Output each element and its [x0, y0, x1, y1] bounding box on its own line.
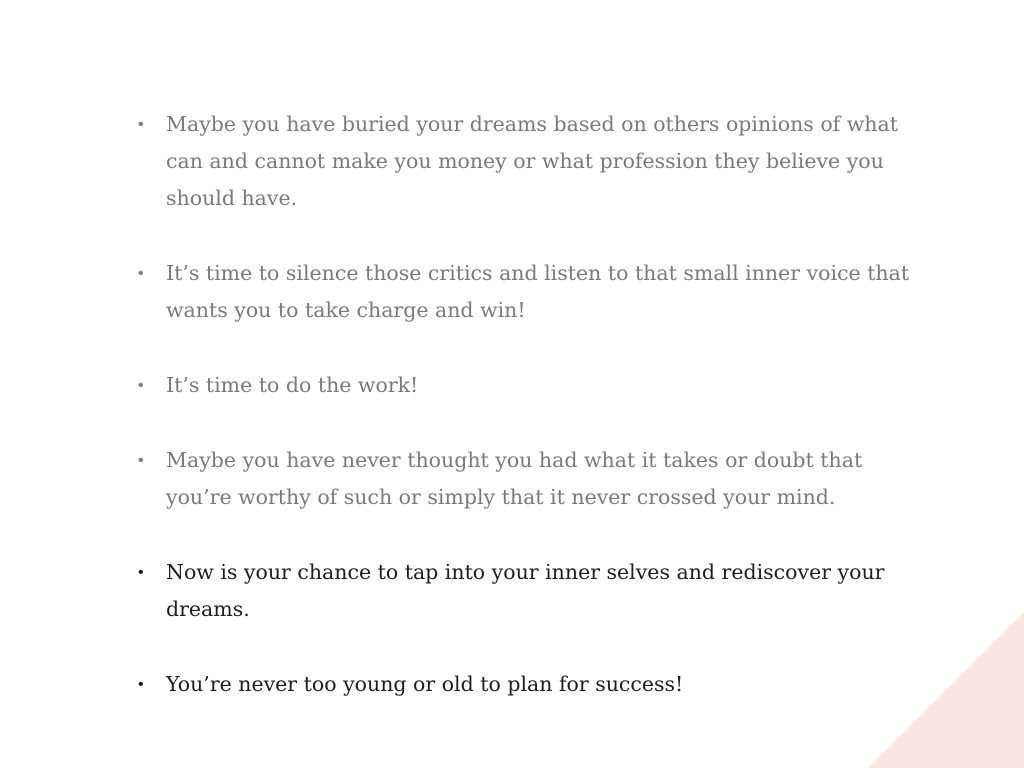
- bullet-item-buried-dreams: [138, 106, 918, 217]
- bullet-text: It’s time to do the work!: [166, 373, 419, 397]
- bullet-dot-icon: •: [138, 676, 144, 693]
- bullet-dot-icon: •: [138, 564, 144, 581]
- bullet-dot-icon: •: [138, 452, 144, 469]
- bullet-text: Now is your chance to tap into your inner selves and rediscover your dreams.: [166, 560, 885, 621]
- bullet-dot-icon: •: [138, 265, 144, 282]
- bullet-text: It’s time to silence those critics and listen to that small inner voice that wants you to take charge and win!: [166, 261, 910, 322]
- bullet-text: Maybe you have never thought you had what it takes or doubt that you’re worthy of such or simply that it never crossed your mind.: [166, 448, 863, 509]
- bullet-list: [138, 106, 918, 703]
- bullet-text: Maybe you have buried your dreams based on others opinions of what can and cannot make you money or what profession they believe you should have.: [166, 112, 898, 210]
- bullet-dot-icon: •: [138, 116, 144, 133]
- bullet-item-do-the-work: [138, 367, 918, 404]
- bullet-item-silence-critics: [138, 255, 918, 329]
- bullet-text: You’re never too young or old to plan for success!: [166, 672, 684, 696]
- bullet-item-your-chance: [138, 554, 918, 628]
- bullet-dot-icon: •: [138, 377, 144, 394]
- bullet-item-never-too-young: [138, 666, 918, 703]
- bullet-item-never-thought: [138, 442, 918, 516]
